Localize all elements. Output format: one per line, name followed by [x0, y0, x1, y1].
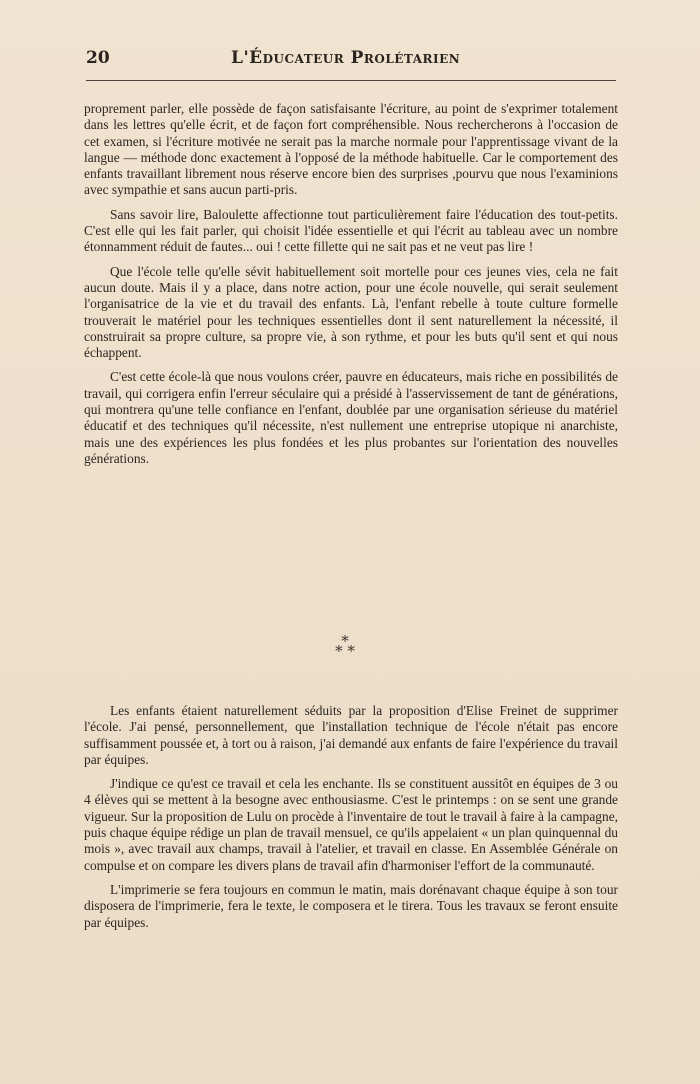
section-2	[84, 703, 618, 939]
paragraph: Sans savoir lire, Baloulette affectionne tout particulièrement faire l'éducation des tout-petits. C'est elle qui les fait parler, qui choisit l'idée essentielle et qui l'écrit au tableau avec un nombre étonnamment réduit de fautes... oui ! cette fillette qui ne sait pas et ne veut pas lire !	[84, 206, 618, 255]
paragraph: Que l'école telle qu'elle sévit habituellement soit mortelle pour ces jeunes vies, cela ne fait aucun doute. Mais il y a place, dans notre action, pour une école nouvelle, qui serait seulement l'organisatrice de la vie et du travail des enfants. Là, l'enfant rebelle à toute culture formelle trouverait le matériel pour les techniques essentielles dont il sent naturellement la nécessité, il construirait sa propre culture, sa propre vie, à son rythme, et pour les buts qu'il sent et qui nous échappent.	[84, 263, 618, 361]
page-number: 20	[86, 48, 110, 68]
paragraph: Les enfants étaient naturellement séduits par la proposition d'Elise Freinet de supprimer l'école. J'ai pensé, personnellement, que l'installation technique de l'école n'était pas encore suffisamment poussée et, à tort ou à raison, j'ai demandé aux enfants de faire l'expérience du travail par équipes.	[84, 703, 618, 767]
paragraph: proprement parler, elle possède de façon satisfaisante l'écriture, au point de s'exprimer totalement dans les lettres qu'elle écrit, et de façon fort compréhensible. Nous rechercherons à l'occasion de cet examen, si l'écriture motivée ne serait pas la marche normale pour l'apprentissage vivant de la langue — méthode donc exactement à l'opposé de la méthode habituelle. Car le comportement des enfants travaillant librement nous réserve encore bien des surprises ,pourvu que nous l'examinions avec sympathie et sans aucun parti-pris.	[84, 101, 618, 198]
page-header	[86, 46, 616, 81]
paragraph: L'imprimerie se fera toujours en commun le matin, mais dorénavant chaque équipe à son tour disposera de l'imprimerie, fera le texte, le composera et le tirera. Tous les travaux se feront ensuite par équipes.	[84, 881, 618, 930]
section-1	[84, 101, 618, 475]
paragraph: J'indique ce qu'est ce travail et cela les enchante. Ils se constituent aussitôt en équipes de 3 ou 4 élèves qui se mettent à la besogne avec enthousiasme. C'est le printemps : on se sent une grande vigueur. Sur la proposition de Lulu on procède à l'inventaire de tout le travail à faire à la campagne, puis chaque équipe rédige un plan de travail mensuel, ce qu'ils appelaient « un plan quinquennal du mois », avec travail aux champs, travail à l'atelier, et travail en classe. En Assemblée Générale on compulse et on compare les divers plans de travail afin d'harmoniser l'effort de la communauté.	[84, 776, 618, 873]
running-title: L'Éducateur Prolétarien	[231, 48, 461, 68]
paragraph: C'est cette école-là que nous voulons créer, pauvre en éducateurs, mais riche en possibilités de travail, qui corrigera enfin l'erreur séculaire qui a présidé à l'asservissement de tant de générations, qui montrera qu'une telle confiance en l'enfant, doublée par une organisation sérieuse du matériel éducatif et des techniques qu'il nécessite, n'est nullement une entreprise utopique ni anarchiste, mais une des expériences les plus fondées et les plus probantes sur l'orientation des nouvelles générations.	[84, 369, 618, 466]
section-separator: * * *	[335, 632, 355, 660]
